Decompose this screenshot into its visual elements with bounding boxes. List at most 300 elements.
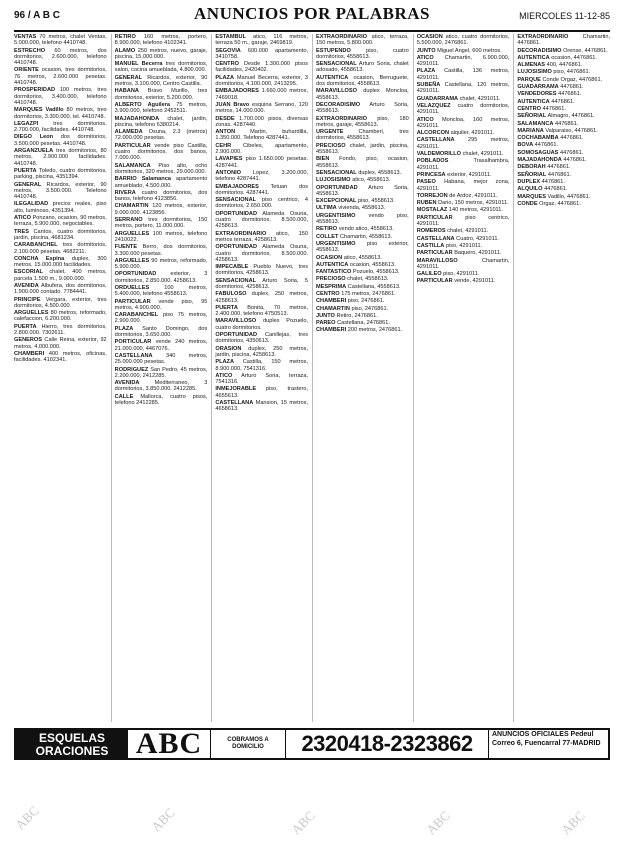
ad-text: 90 metros, reformado, 5.900.000. [114, 257, 208, 271]
ad-column [211, 34, 308, 722]
ad-text: 4476861. [558, 91, 582, 98]
ad-text: cuatro dormitorios, dos banos, telefono 4123856. [114, 189, 208, 203]
ad-text: chalet, 400 metros, parcela 1.500 m., 9.000.000. [14, 269, 107, 282]
classified-ad [115, 312, 208, 325]
classified-ad [115, 203, 208, 216]
classified-ad [316, 177, 409, 183]
ad-text: tres dormitorios, 2.700.000, facilidades. 4410748. [14, 120, 107, 134]
ad-keyword: INMEJORABLE [215, 386, 257, 393]
ad-text: piso, cuatro dormitorios, 4558613. [316, 47, 409, 60]
ad-text: Orense, 4476861. [563, 47, 608, 54]
classified-ad [417, 250, 510, 256]
ad-keyword: FANTASTICO [316, 269, 352, 276]
ad-keyword: ATICO [416, 54, 434, 61]
classified-ad [115, 61, 208, 74]
ad-text: 4476861. [547, 164, 571, 171]
ad-keyword: LAVAPIES [215, 156, 243, 163]
classified-ad [417, 55, 510, 68]
ad-keyword: URGENTISIMO [316, 240, 356, 247]
classified-ad [14, 229, 107, 242]
classified-ad [115, 75, 208, 88]
esquelas-oraciones: ESQUELAS ORACIONES [16, 730, 128, 758]
classified-ad [417, 158, 510, 171]
ad-keyword: ALBERTO Aguilera [114, 101, 170, 108]
ad-keyword: SENSACIONAL [316, 61, 357, 68]
ad-keyword: SOMOSAGUAS [517, 149, 559, 156]
ad-keyword: SENSACIONAL [215, 277, 257, 284]
ad-keyword: CASTELLANA [215, 400, 254, 407]
classified-ad [316, 306, 409, 312]
ad-text: 4476861. [554, 120, 579, 127]
classified-ad [417, 200, 510, 206]
classified-ad [417, 96, 510, 102]
ad-text: Orgaz, 4476861. [539, 200, 581, 207]
classified-ad [316, 327, 409, 333]
classified-ad [517, 157, 610, 163]
ad-text: Mallorca, cuatro pisos, telefono 2412285. [114, 393, 208, 407]
ad-text: Bravo Murillo, tres dormitorios, exterior, 5.200.000. [114, 88, 208, 101]
ad-keyword: URGENTISIMO [316, 212, 356, 219]
ad-text: vende 240 metros, 21.000.000, 4467076. [114, 339, 208, 352]
classified-ad [517, 121, 610, 127]
classified-ad [115, 271, 208, 284]
classified-ad [517, 55, 610, 61]
classified-ad [215, 373, 308, 386]
classified-ad [14, 256, 107, 269]
classified-ad [14, 351, 107, 364]
classified-ad [316, 276, 409, 282]
ad-keyword: JUNTO [416, 47, 436, 54]
ad-text: 70 metros, chalet Ventas, 5.000.000, telefono 4410748. [14, 34, 107, 47]
classified-ad [417, 243, 510, 249]
ad-text: vende, 4291011. [454, 278, 496, 285]
classified-ad [316, 88, 409, 101]
ad-text: 4476861. [534, 142, 559, 149]
ad-text: Castilla, 136 metros, 4291011. [416, 68, 510, 81]
advert-banner [14, 728, 610, 760]
ad-text: Arturo Soria, 4558613. [316, 184, 409, 197]
classified-ad [316, 213, 409, 226]
ad-keyword: ATICO [215, 372, 233, 379]
ad-text: tres dormitorios, 150 metros, portero, 11.000.000. [114, 217, 208, 230]
classified-ad [115, 258, 208, 271]
ad-keyword: DUPLEX [517, 178, 541, 185]
ad-text: Ponzano, ocasion, 90 metros, terraza, 5.900.000, negociables. [14, 215, 107, 228]
classified-ad [417, 130, 510, 136]
ad-keyword: DECORADISIMO [316, 101, 361, 108]
ad-keyword: ALAMO [114, 47, 136, 54]
ad-text: exterior, 4291011. [447, 171, 492, 178]
classified-ad [115, 190, 208, 203]
ad-text: Pueblo Nuevo, tres dormitorios, 4258613. [215, 264, 309, 277]
classified-ad [517, 62, 610, 68]
ad-keyword: LUJOSISIMO [517, 69, 552, 76]
classified-ad [115, 163, 208, 176]
ad-text: Castellana, 120 metros, 4291011. [416, 82, 510, 95]
classified-ad [14, 337, 107, 350]
ad-keyword: EXTRAORDINARIO [517, 34, 569, 40]
classified-ad [417, 82, 510, 95]
ad-keyword: GUADARRAMA [517, 84, 559, 91]
page-header [14, 4, 610, 32]
ad-text: 4476861. [559, 149, 584, 156]
ad-keyword: FUENTE [114, 244, 138, 251]
classified-ad [115, 143, 208, 162]
abc-watermark: ABC [423, 807, 453, 838]
ad-text: Moncloa, 160 metros, 4291011. [416, 116, 510, 129]
classified-ad [115, 231, 208, 244]
ad-keyword: DESDE [215, 115, 235, 122]
classified-ad [215, 264, 308, 277]
ad-text: vende piso, 95 metros, 4.900.000. [114, 298, 208, 311]
classified-ad [215, 231, 308, 244]
ad-keyword: PUERTA [14, 167, 37, 174]
classified-ad [517, 150, 610, 156]
ad-text: apartamento amueblado, 4.500.000. [114, 176, 208, 189]
ad-text: Chamartin, 6.900.000, 4291011. [416, 54, 510, 68]
ad-keyword: SEGOVIA [215, 47, 241, 54]
ad-keyword: PASEO [416, 179, 436, 186]
ad-keyword: PROSPERIDAD [14, 87, 56, 94]
classified-ad [14, 324, 107, 337]
ad-keyword: TRES [14, 228, 29, 235]
ad-text: 4476861. [563, 157, 587, 164]
section-title: ANUNCIOS POR PALABRAS [194, 4, 430, 23]
ad-keyword: HABANA [114, 88, 139, 95]
ad-keyword: PARTICULAR [416, 250, 453, 257]
ad-text: 100 metros, tres dormitorios, 3.400.000, telefono 4410748. [14, 87, 107, 106]
classified-ad [14, 87, 107, 106]
ad-keyword: MAJADAHONDA [114, 115, 160, 122]
ad-keyword: LEGAZPI [14, 120, 39, 127]
ad-keyword: ESCORIAL [14, 269, 43, 276]
ad-keyword: ARGANZUELA [14, 148, 54, 155]
ad-column [14, 34, 107, 722]
ad-text: 75 metros, 3.900.000, telefono 2452511. [114, 101, 208, 115]
ad-column [413, 34, 510, 722]
classified-ad [215, 143, 308, 156]
classified-ad [517, 113, 610, 119]
classified-ad [316, 320, 409, 326]
classified-ad [417, 117, 510, 130]
classified-ad [417, 151, 510, 157]
ad-keyword: EXTRAORDINARIO [215, 230, 267, 237]
ad-keyword: RIVERA [114, 189, 136, 196]
classified-ad [115, 353, 208, 366]
ad-text: 600.000 apartamento, 3410758. [215, 47, 308, 60]
ad-keyword: ATICO [416, 116, 434, 123]
ad-keyword: CENTRO [215, 61, 239, 68]
ad-keyword: IMPECABLE [215, 264, 249, 271]
ad-text: 140 metros, 4291011. [448, 207, 503, 214]
ad-keyword: PUERTA [14, 323, 37, 330]
ad-text: ocasion, tres dormitorios, 76 metros, 2.600.000 pesetas. 4410748. [14, 67, 107, 87]
classified-ad [215, 346, 308, 359]
classified-ad [316, 269, 409, 275]
classified-ad [417, 271, 510, 277]
ad-text: atico, 150 metros terraza, 4258613. [215, 230, 309, 243]
ad-keyword: PRINCIPE [14, 296, 41, 303]
ad-text: Tetuan dos dormitorios. 4287441. [215, 183, 309, 196]
ad-text: Lopez, 3.200.000, telefono 4287441. [215, 169, 308, 183]
classified-ad [417, 68, 510, 81]
classified-ad [215, 244, 308, 263]
classified-ad [215, 400, 308, 413]
ad-keyword: ARGUELLES [114, 230, 150, 237]
ad-text: 1.700.000 pisos, diversas zonas. 4287440. [215, 115, 309, 128]
ad-keyword: MARQUES [517, 193, 546, 200]
ad-text: 175 metros, 2476861. [341, 290, 396, 297]
ad-text: piso, 180 metros, garaje, 4558613. [316, 115, 409, 128]
classified-ad [316, 226, 409, 232]
ad-text: Mediterraneo, 3 dormitorios, 3.850.000. 2412285. [114, 380, 208, 393]
classified-ad [417, 258, 510, 271]
classified-ad [115, 244, 208, 257]
ad-text: ocasion, Berruguete, dos dormitorios, 4558613. [316, 74, 409, 88]
classified-ad [417, 103, 510, 116]
classified-ad [517, 106, 610, 112]
ad-text: piso, 2476861. [351, 305, 389, 312]
classified-ad [215, 305, 308, 318]
ad-keyword: ORASION [215, 345, 242, 352]
phone-numbers: 2320418-2323862 [301, 731, 473, 756]
ad-keyword: AVENIDA [14, 282, 39, 289]
ad-text: 120 metros, exterior, 9.000.000. 4123856. [114, 203, 208, 216]
classified-ad [417, 172, 510, 178]
ad-keyword: CONCHA Espina [14, 255, 65, 262]
classified-ad [115, 129, 208, 142]
ad-text: Trasalhambra, 4291011. [416, 158, 510, 171]
classified-ad [316, 102, 409, 115]
ad-text: 400, 4476861. [546, 62, 583, 69]
classified-ad [517, 186, 610, 192]
classified-ad [215, 88, 308, 101]
ad-text: piso 75 metros, 2.900.000. [114, 312, 208, 325]
classified-ad [517, 194, 610, 200]
ad-text: San Pedro, 45 metros, 2.200.000, 2412285. [114, 366, 208, 379]
ad-text: Mansion, 15 metros, 4658613. [215, 400, 308, 413]
ad-text: duplex Moncloa, 4558613. [316, 88, 409, 101]
ad-keyword: RETIRO [316, 226, 338, 233]
ad-text: 4476861. [542, 105, 566, 112]
classified-ad [417, 179, 510, 192]
ad-text: duplex Pozuelo, cuatro dormitorios. [215, 318, 309, 331]
classified-ad [215, 211, 308, 230]
classified-ad [215, 359, 308, 372]
ad-text: Osuna, 2.3 (metros) 72.000.000 pesetas. [114, 129, 208, 142]
classified-ad [417, 236, 510, 242]
classified-ad [14, 34, 107, 47]
classified-ad [316, 116, 409, 129]
classified-ad [14, 107, 107, 120]
classified-ad [517, 128, 610, 134]
ad-keyword: MANUEL Becerra [114, 61, 163, 68]
ad-keyword: VALDEMORILLO [416, 151, 462, 158]
classified-ad [115, 339, 208, 352]
ad-text: Habana, mejor zona, 4291011. [416, 179, 510, 192]
ad-keyword: AVENIDA [114, 380, 140, 387]
ad-text: atico, 116 metros, terraza 50 m., garaje, 2469819. [215, 34, 309, 47]
classified-ad [115, 102, 208, 115]
ad-keyword: PARTICULAR [416, 278, 453, 285]
classified-ad [316, 75, 409, 88]
ad-keyword: ALMENAS [517, 62, 546, 69]
classified-ad [316, 262, 409, 268]
classified-ad [417, 215, 510, 228]
ad-text: 80 metros, tres dormitorios, 3.300.000, tel. 4410748. [14, 107, 107, 120]
classified-ad [14, 182, 107, 201]
ad-text: 200 metros, 2476861. [347, 327, 403, 334]
ad-text: 4476861. [541, 178, 565, 185]
ad-keyword: CHAMBERI [316, 298, 347, 305]
ad-keyword: GUADARRAMA [416, 95, 459, 102]
classified-ad [14, 148, 107, 167]
ad-keyword: MARIANA [517, 127, 544, 134]
ad-keyword: PRECIOSO [316, 142, 346, 149]
ad-keyword: COCHABAMBA [517, 135, 559, 142]
classified-ad [215, 61, 308, 74]
ad-keyword: CHAMARTIN [114, 203, 149, 210]
ad-keyword: MARAVILLOSO [215, 318, 257, 325]
ad-keyword: SERRANO [114, 217, 143, 224]
classified-ad [115, 116, 208, 129]
ad-keyword: PLAZA [215, 74, 234, 81]
ad-text: piso, 4291011. [445, 242, 483, 249]
classified-ad [417, 193, 510, 199]
ad-text: chalet, jardin, piscina, telefono 6380214. [114, 115, 208, 128]
ad-text: 160 metros, portero, 8.900.000, telefono 4102341. [114, 34, 208, 47]
ad-keyword: JUNTO [316, 312, 335, 319]
ad-keyword: PORTICULAR [114, 339, 152, 346]
ad-keyword: BOVA [517, 142, 534, 149]
ad-keyword: OPORTUNIDAD [215, 332, 257, 339]
classified-ad [316, 185, 409, 198]
ad-keyword: SENSACIONAL [215, 197, 257, 204]
ad-keyword: ARGUELLES [14, 310, 49, 317]
classified-ad [215, 386, 308, 399]
classified-ad [417, 207, 510, 213]
classified-ad [417, 278, 510, 284]
ad-keyword: MAJADAHONDA [517, 157, 562, 164]
ad-keyword: OPORTUNIDAD [215, 210, 257, 217]
ad-keyword: AUTENTICA [316, 261, 349, 268]
ad-text: 4476861. [547, 171, 572, 178]
classified-ad [115, 48, 208, 61]
classified-ad [517, 99, 610, 105]
ad-text: piso, 2476861. [347, 298, 385, 305]
ad-text: Ricardos, exterior, 90 metros, 3.100.000, Centro Castilla. [114, 74, 208, 88]
ad-text: piso, 4476861. [553, 69, 591, 76]
classified-ad [316, 291, 409, 297]
classified-ad [14, 121, 107, 134]
ad-keyword: SEÑORIAL [517, 171, 547, 178]
ad-text: Miguel Angel, 600 metros. [437, 47, 502, 54]
classified-ad [115, 88, 208, 101]
ad-keyword: ESTAMBUL [215, 34, 247, 40]
classified-ad [115, 217, 208, 230]
ad-text: cuatro dormitorios, 4291011. [416, 102, 510, 116]
ad-text: Vadillo, 4476861. [547, 193, 591, 200]
classified-ad [215, 129, 308, 142]
classified-ad [215, 278, 308, 291]
ad-text: chalet, jardin, piscina, 4558613. [316, 142, 409, 156]
ad-text: duplex, 4558613. [358, 169, 402, 176]
classified-ad [14, 134, 107, 147]
classified-ad [215, 291, 308, 304]
ad-text: Manuel Becerra, exterior, 3 dormitorios, 4.100.000, 2413295. [215, 74, 308, 88]
ad-text: Cantos, cuatro dormitorios, jardin, piscina, 4681234. [14, 228, 107, 241]
ad-text: dos dormitorios, 3.500.000 pesetas. 4410748. [14, 134, 107, 147]
ad-keyword: DEBORAH [517, 164, 546, 171]
ad-keyword: AUTENTICA [517, 54, 550, 61]
ad-text: Chamartin, 4558613. [339, 233, 393, 240]
ad-keyword: GENERAL [14, 181, 42, 188]
classified-ad [316, 255, 409, 261]
ad-keyword: OPORTUNIDAD [316, 184, 358, 191]
ad-keyword: ESTUPENDO [316, 47, 351, 54]
classified-ad [517, 91, 610, 97]
ad-text: duplex, 300 metros, 15.000.000 facilidades. [14, 255, 107, 269]
classified-ad [14, 297, 107, 310]
classified-ad [316, 34, 409, 47]
abc-watermark: ABC [148, 804, 178, 835]
ad-keyword: PLAZA [416, 68, 436, 75]
ad-text: Cuatro, 4291011. [456, 235, 499, 242]
ad-text: Chamartin, 4476861. [517, 34, 610, 47]
ad-keyword: EMBAJADORES [215, 88, 259, 95]
ad-text: de Ardoz, 4291011. [449, 192, 498, 199]
ad-text: vendo atico, 4558613. [338, 226, 394, 233]
classified-ad [517, 135, 610, 141]
ad-keyword: ALQUILO [517, 186, 543, 193]
ad-keyword: PAREO [316, 320, 336, 327]
ad-text: Chamartin, 4291011. [416, 257, 510, 270]
ad-keyword: CASTELLANA [416, 137, 455, 144]
ad-text: 4476861. [551, 98, 575, 105]
classified-ad [517, 84, 610, 90]
ad-text: piso exterior, 4558613. [316, 240, 409, 254]
ad-text: alquiler, 4291011. [450, 130, 495, 137]
ad-keyword: EXTRAORDINARIO [316, 34, 367, 40]
ad-text: vende piso Castilla, cuatro dormitorios, dos banos, 7.000.000. [114, 142, 208, 162]
ad-text: Santo Domingo, dos dormitorios, 3.650.000. [114, 325, 208, 339]
ad-text: duplex, 250 metros, jardin, piscina, 4258613. [215, 345, 308, 358]
ad-keyword: CHAMARTIN [316, 305, 350, 312]
classified-ad [215, 48, 308, 61]
ad-keyword: ANTONIO [215, 169, 242, 176]
ad-keyword: CENTRO [316, 290, 340, 297]
ad-text: atico, 4558613. [352, 177, 391, 184]
ad-keyword: MESPRIMA [316, 283, 347, 290]
ad-text: Castellana, 4558613. [347, 283, 401, 290]
classified-ad [316, 61, 409, 74]
ad-text: 4476861. [560, 84, 584, 91]
ad-text: esquina Serrano, 120 metros, 14.000.000. [215, 101, 309, 115]
ad-text: ocasion, 4558613. [349, 261, 396, 268]
ad-text: piso, 4291011. [443, 271, 480, 278]
classified-ad [115, 285, 208, 298]
ad-text: Berro, dos dormitorios, 3.300.000 pesetas. [114, 244, 208, 257]
ad-text: piso 1.650.000 pesetas. 4287441. [215, 156, 309, 169]
classified-ad [215, 34, 308, 47]
ad-text: chalet, 4291011. [462, 151, 504, 158]
ad-text: Baquero, 4291011. [454, 250, 502, 257]
ad-text: chalet, 4291011. [459, 95, 501, 102]
classified-ad [316, 198, 409, 204]
classified-ad [115, 299, 208, 312]
ad-text: Martin, buhardilla, 1.350.000. Telefono 4287441. [215, 129, 309, 142]
ad-keyword: FABULOSO [215, 291, 247, 298]
